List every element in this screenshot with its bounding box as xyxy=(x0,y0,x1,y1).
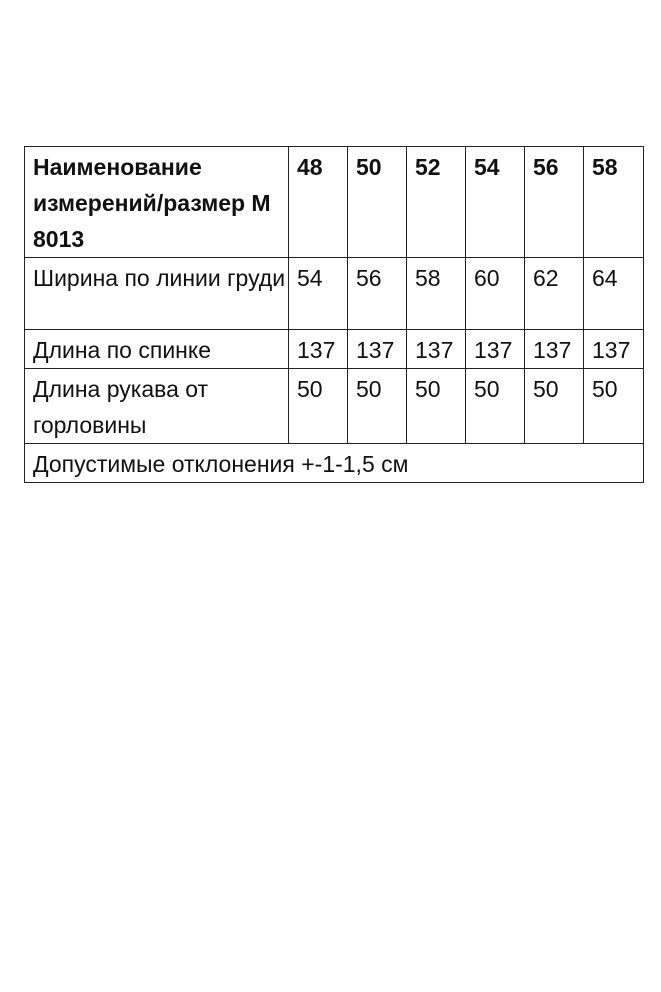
header-label: Наименование измерений/размер М 8013 xyxy=(25,147,289,258)
tolerance-note: Допустимые отклонения +-1-1,5 см xyxy=(25,444,644,483)
table-cell: 60 xyxy=(466,258,525,330)
table-cell: 54 xyxy=(289,258,348,330)
table-cell: 58 xyxy=(407,258,466,330)
size-header: 52 xyxy=(407,147,466,258)
size-header: 54 xyxy=(466,147,525,258)
table-cell: 50 xyxy=(348,369,407,444)
table-cell: 50 xyxy=(584,369,644,444)
table-cell: 50 xyxy=(289,369,348,444)
table-cell: 62 xyxy=(525,258,584,330)
note-row xyxy=(25,444,644,483)
table-cell: 137 xyxy=(525,330,584,369)
table-row xyxy=(25,369,644,444)
table-cell: 137 xyxy=(407,330,466,369)
size-header: 56 xyxy=(525,147,584,258)
table-cell: 56 xyxy=(348,258,407,330)
table-row xyxy=(25,330,644,369)
size-header: 48 xyxy=(289,147,348,258)
header-row xyxy=(25,147,644,258)
table-row xyxy=(25,258,644,330)
row-label: Длина рукава от горловины xyxy=(25,369,289,444)
table-cell: 137 xyxy=(289,330,348,369)
row-label: Ширина по линии груди xyxy=(25,258,289,330)
table-cell: 50 xyxy=(407,369,466,444)
table-cell: 137 xyxy=(348,330,407,369)
table-cell: 50 xyxy=(466,369,525,444)
table-cell: 64 xyxy=(584,258,644,330)
size-chart-table xyxy=(24,146,644,483)
table-cell: 137 xyxy=(584,330,644,369)
row-label: Длина по спинке xyxy=(25,330,289,369)
table-cell: 50 xyxy=(525,369,584,444)
table-cell: 137 xyxy=(466,330,525,369)
size-header: 50 xyxy=(348,147,407,258)
size-header: 58 xyxy=(584,147,644,258)
